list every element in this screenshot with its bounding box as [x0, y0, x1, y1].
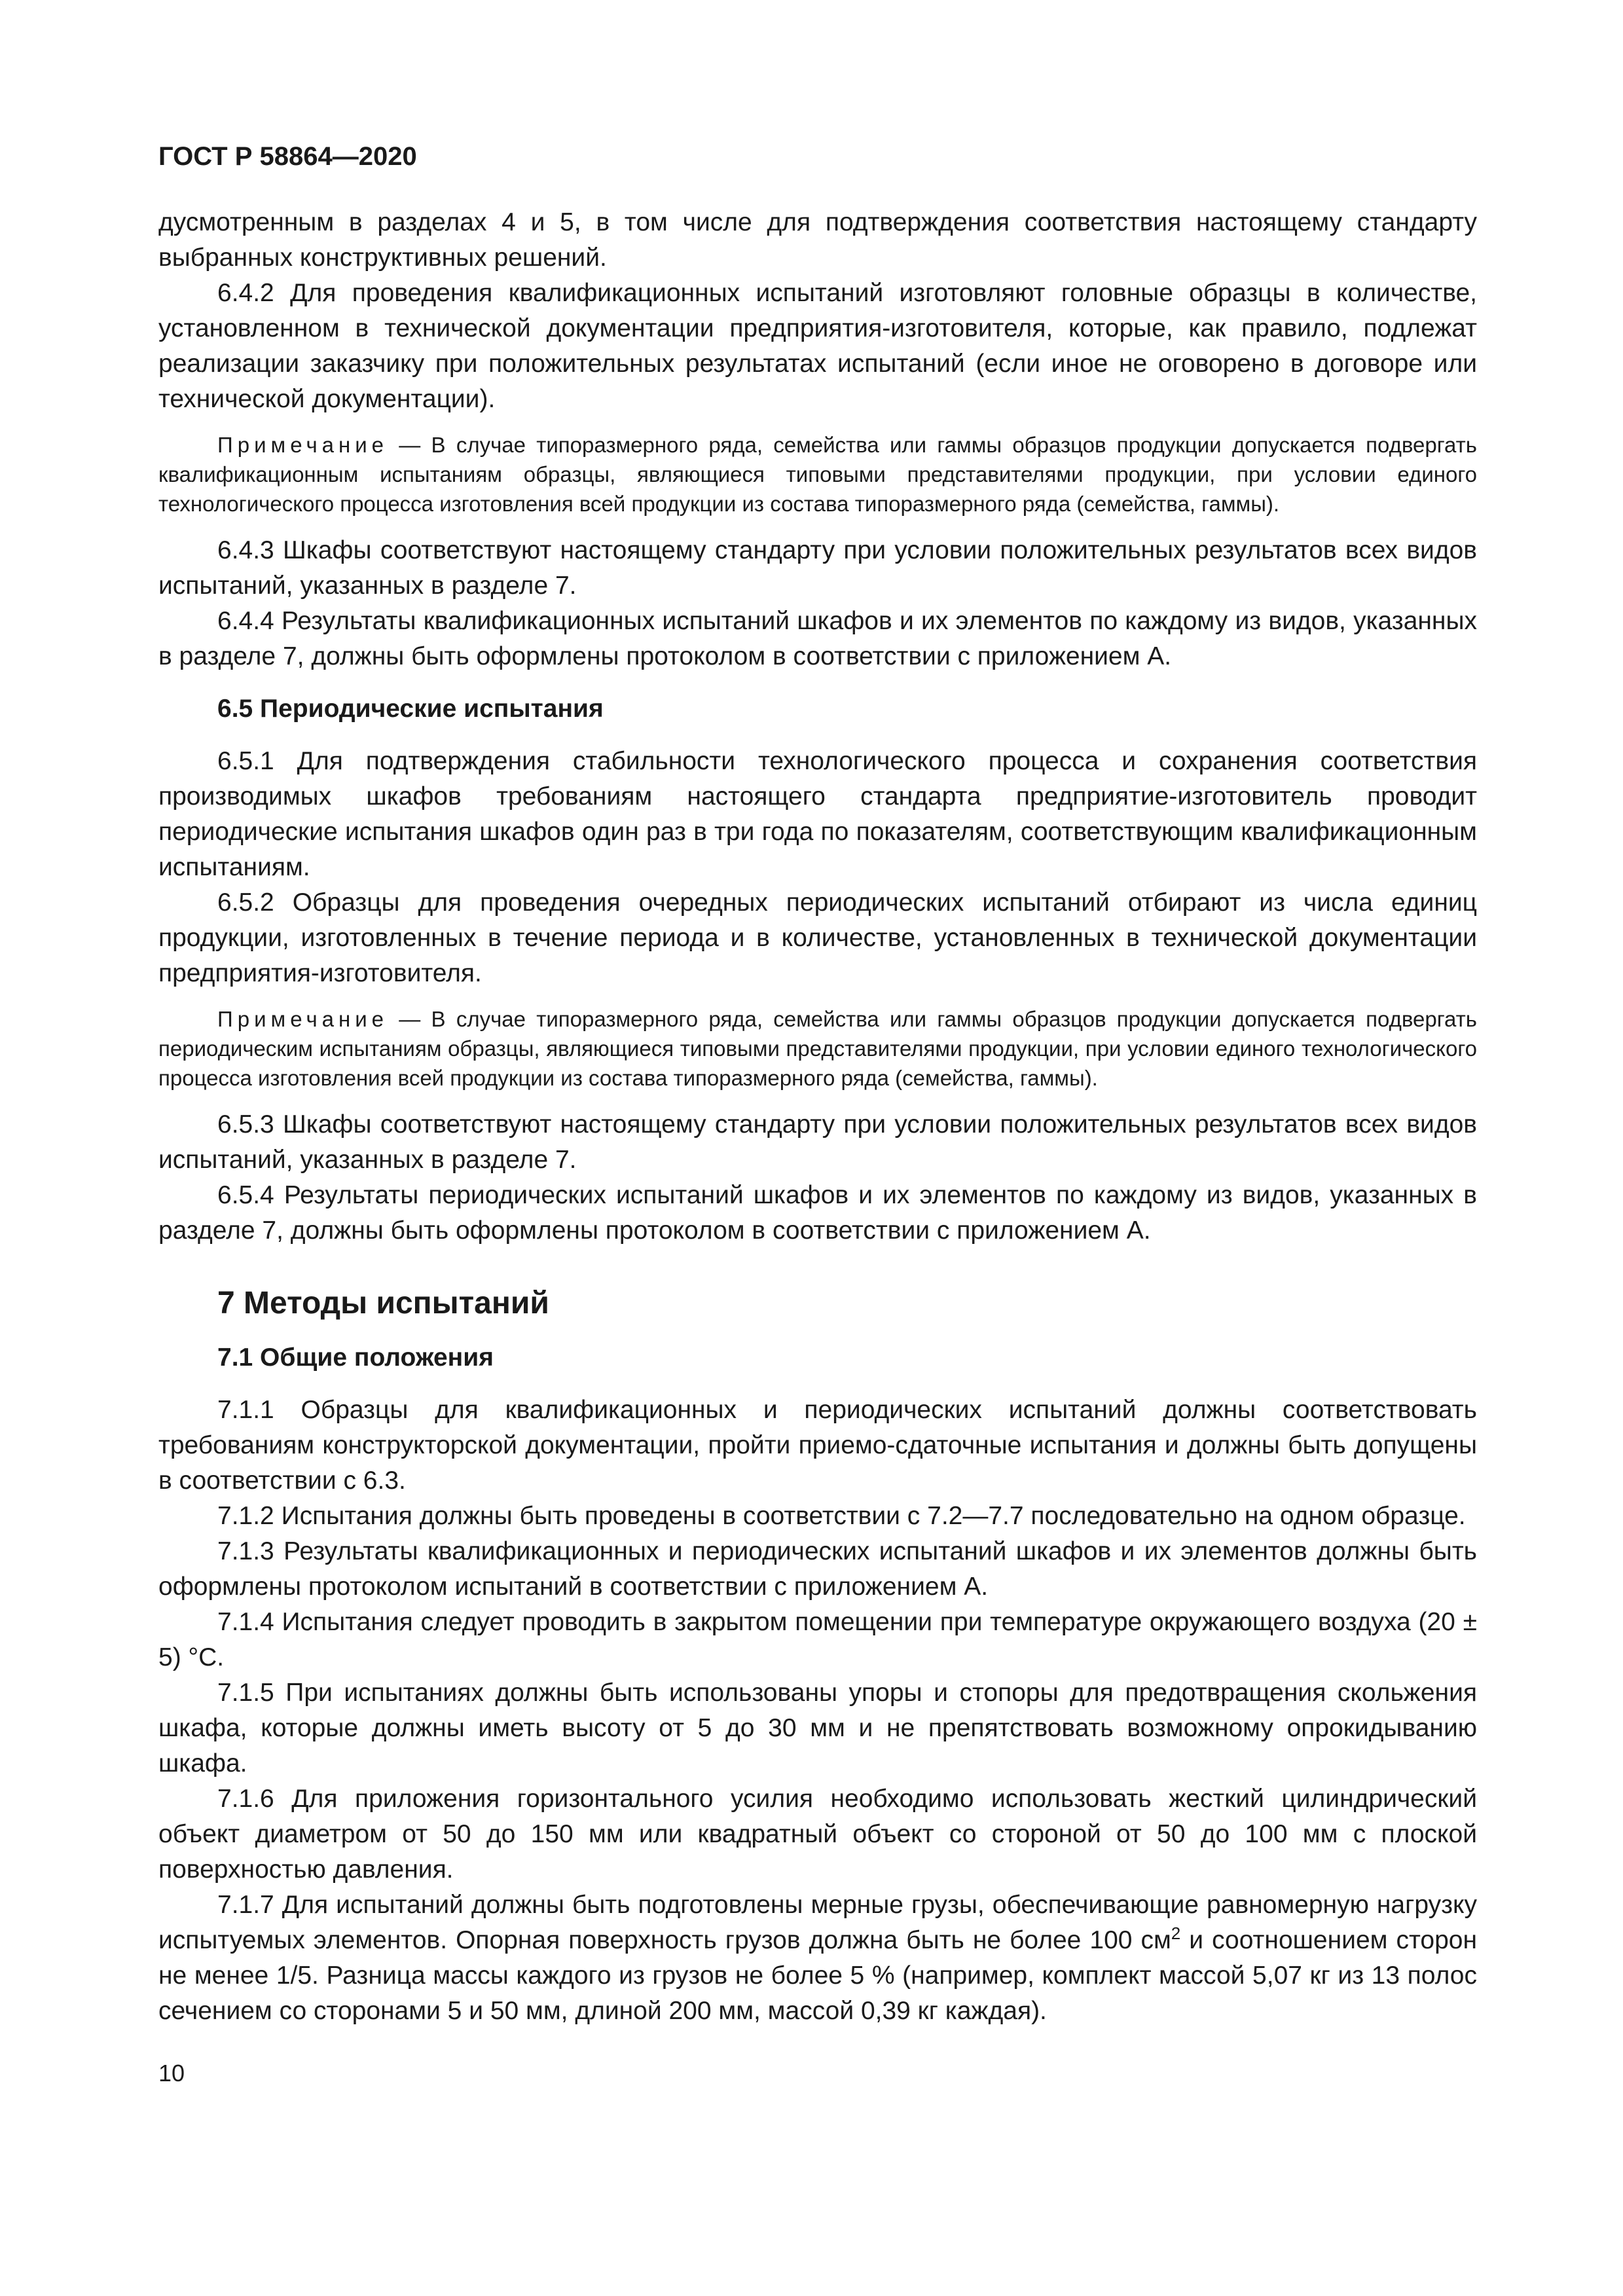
- document-header: ГОСТ Р 58864—2020: [158, 142, 417, 171]
- paragraph-6-4-2: 6.4.2 Для проведения квалификационных испытаний изготовляют головные образцы в количестве, установленном в технической документации предприятия-изготовителя, которые, как правило, подлежат реализации заказчику при положительных результатах испытаний (если иное не оговорено в договоре или технической документации).: [158, 279, 1477, 413]
- paragraph-7-1-2: 7.1.2 Испытания должны быть проведены в соответствии с 7.2—7.7 последовательно на одном образце.: [217, 1502, 1466, 1530]
- paragraph-6-5-4: 6.5.4 Результаты периодических испытаний шкафов и их элементов по каждому из видов, указанных в разделе 7, должны быть оформлены протоколом в соответствии с приложением А.: [158, 1181, 1477, 1245]
- subsection-heading-6-5: 6.5 Периодические испытания: [217, 695, 604, 723]
- paragraph-7-1-1: 7.1.1 Образцы для квалификационных и периодических испытаний должны соответствовать требованиям конструкторской документации, пройти приемо-сдаточные испытания и должны быть допущены в соответствии с 6.3.: [158, 1396, 1477, 1495]
- paragraph-7-1-4: 7.1.4 Испытания следует проводить в закрытом помещении при температуре окружающего воздуха (20 ± 5) °С.: [158, 1608, 1477, 1671]
- note-periodic: [158, 1004, 1477, 1093]
- paragraph-6-5-2: 6.5.2 Образцы для проведения очередных периодических испытаний отбирают из числа единиц продукции, изготовленных в течение периода и в количестве, установленных в технической документации предприятия-изготовителя.: [158, 888, 1477, 987]
- document-page: [158, 141, 1477, 2029]
- paragraph-7-1-3: 7.1.3 Результаты квалификационных и периодических испытаний шкафов и их элементов должны быть оформлены протоколом испытаний в соответствии с приложением А.: [158, 1537, 1477, 1601]
- page-number: 10: [158, 2060, 185, 2086]
- note-text: — В случае типоразмерного ряда, семейства или гаммы образцов продукции допускается подвергать периодическим испытаниям образцы, являющиеся типовыми представителями продукции, при условии единого технологического процесса изготовления всей продукции из состава типоразмерного ряда (семейства, гаммы).: [158, 1007, 1477, 1090]
- paragraph-7-1-7: [158, 1887, 1477, 2029]
- subsection-heading-7-1: 7.1 Общие положения: [217, 1343, 494, 1372]
- note-text: — В случае типоразмерного ряда, семейства или гаммы образцов продукции допускается подвергать квалификационным испытаниям образцы, являющиеся типовыми представителями продукции, при условии единого технологического процесса изготовления всей продукции из состава типоразмерного ряда (семейства, гаммы).: [158, 433, 1477, 516]
- paragraph-6-5-3: 6.5.3 Шкафы соответствуют настоящему стандарту при условии положительных результатов всех видов испытаний, указанных в разделе 7.: [158, 1110, 1477, 1174]
- paragraph-7-1-7-part1: 7.1.7 Для испытаний должны быть подготовлены мерные грузы, обеспечивающие равномерную нагрузку испытуемых элементов. Опорная поверхность грузов должна быть не более 100 см: [158, 1891, 1477, 1954]
- note-label: Примечание: [217, 1007, 389, 1031]
- paragraph-continuation: дусмотренным в разделах 4 и 5, в том числе для подтверждения соответствия настоящему стандарту выбранных конструктивных решений.: [158, 208, 1477, 272]
- note-label: Примечание: [217, 433, 389, 457]
- paragraph-7-1-5: 7.1.5 При испытаниях должны быть использованы упоры и стопоры для предотвращения скольжения шкафа, которые должны иметь высоту от 5 до 30 мм и не препятствовать возможному опрокидыванию шкафа.: [158, 1679, 1477, 1777]
- paragraph-7-1-6: 7.1.6 Для приложения горизонтального усилия необходимо использовать жесткий цилиндрический объект диаметром от 50 до 150 мм или квадратный объект со стороной от 50 до 100 мм с плоской поверхностью давления.: [158, 1785, 1477, 1884]
- note-qualification: [158, 430, 1477, 519]
- paragraph-7-1-7-part2: и соотношением сторон не менее 1/5. Разница массы каждого из грузов не более 5 % (например, комплект массой 5,07 кг из 13 полос сечением со сторонами 5 и 50 мм, длиной 200 мм, массой 0,39 кг каждая).: [158, 1926, 1477, 2025]
- paragraph-6-5-1: 6.5.1 Для подтверждения стабильности технологического процесса и сохранения соответствия производимых шкафов требованиям настоящего стандарта предприятие-изготовитель проводит периодические испытания шкафов один раз в три года по показателям, соответствующим квалификационным испытаниям.: [158, 747, 1477, 881]
- section-heading-7: 7 Методы испытаний: [217, 1286, 549, 1321]
- superscript-2: 2: [1171, 1923, 1181, 1943]
- paragraph-6-4-4: 6.4.4 Результаты квалификационных испытаний шкафов и их элементов по каждому из видов, указанных в разделе 7, должны быть оформлены протоколом в соответствии с приложением А.: [158, 607, 1477, 670]
- paragraph-6-4-3: 6.4.3 Шкафы соответствуют настоящему стандарту при условии положительных результатов всех видов испытаний, указанных в разделе 7.: [158, 536, 1477, 600]
